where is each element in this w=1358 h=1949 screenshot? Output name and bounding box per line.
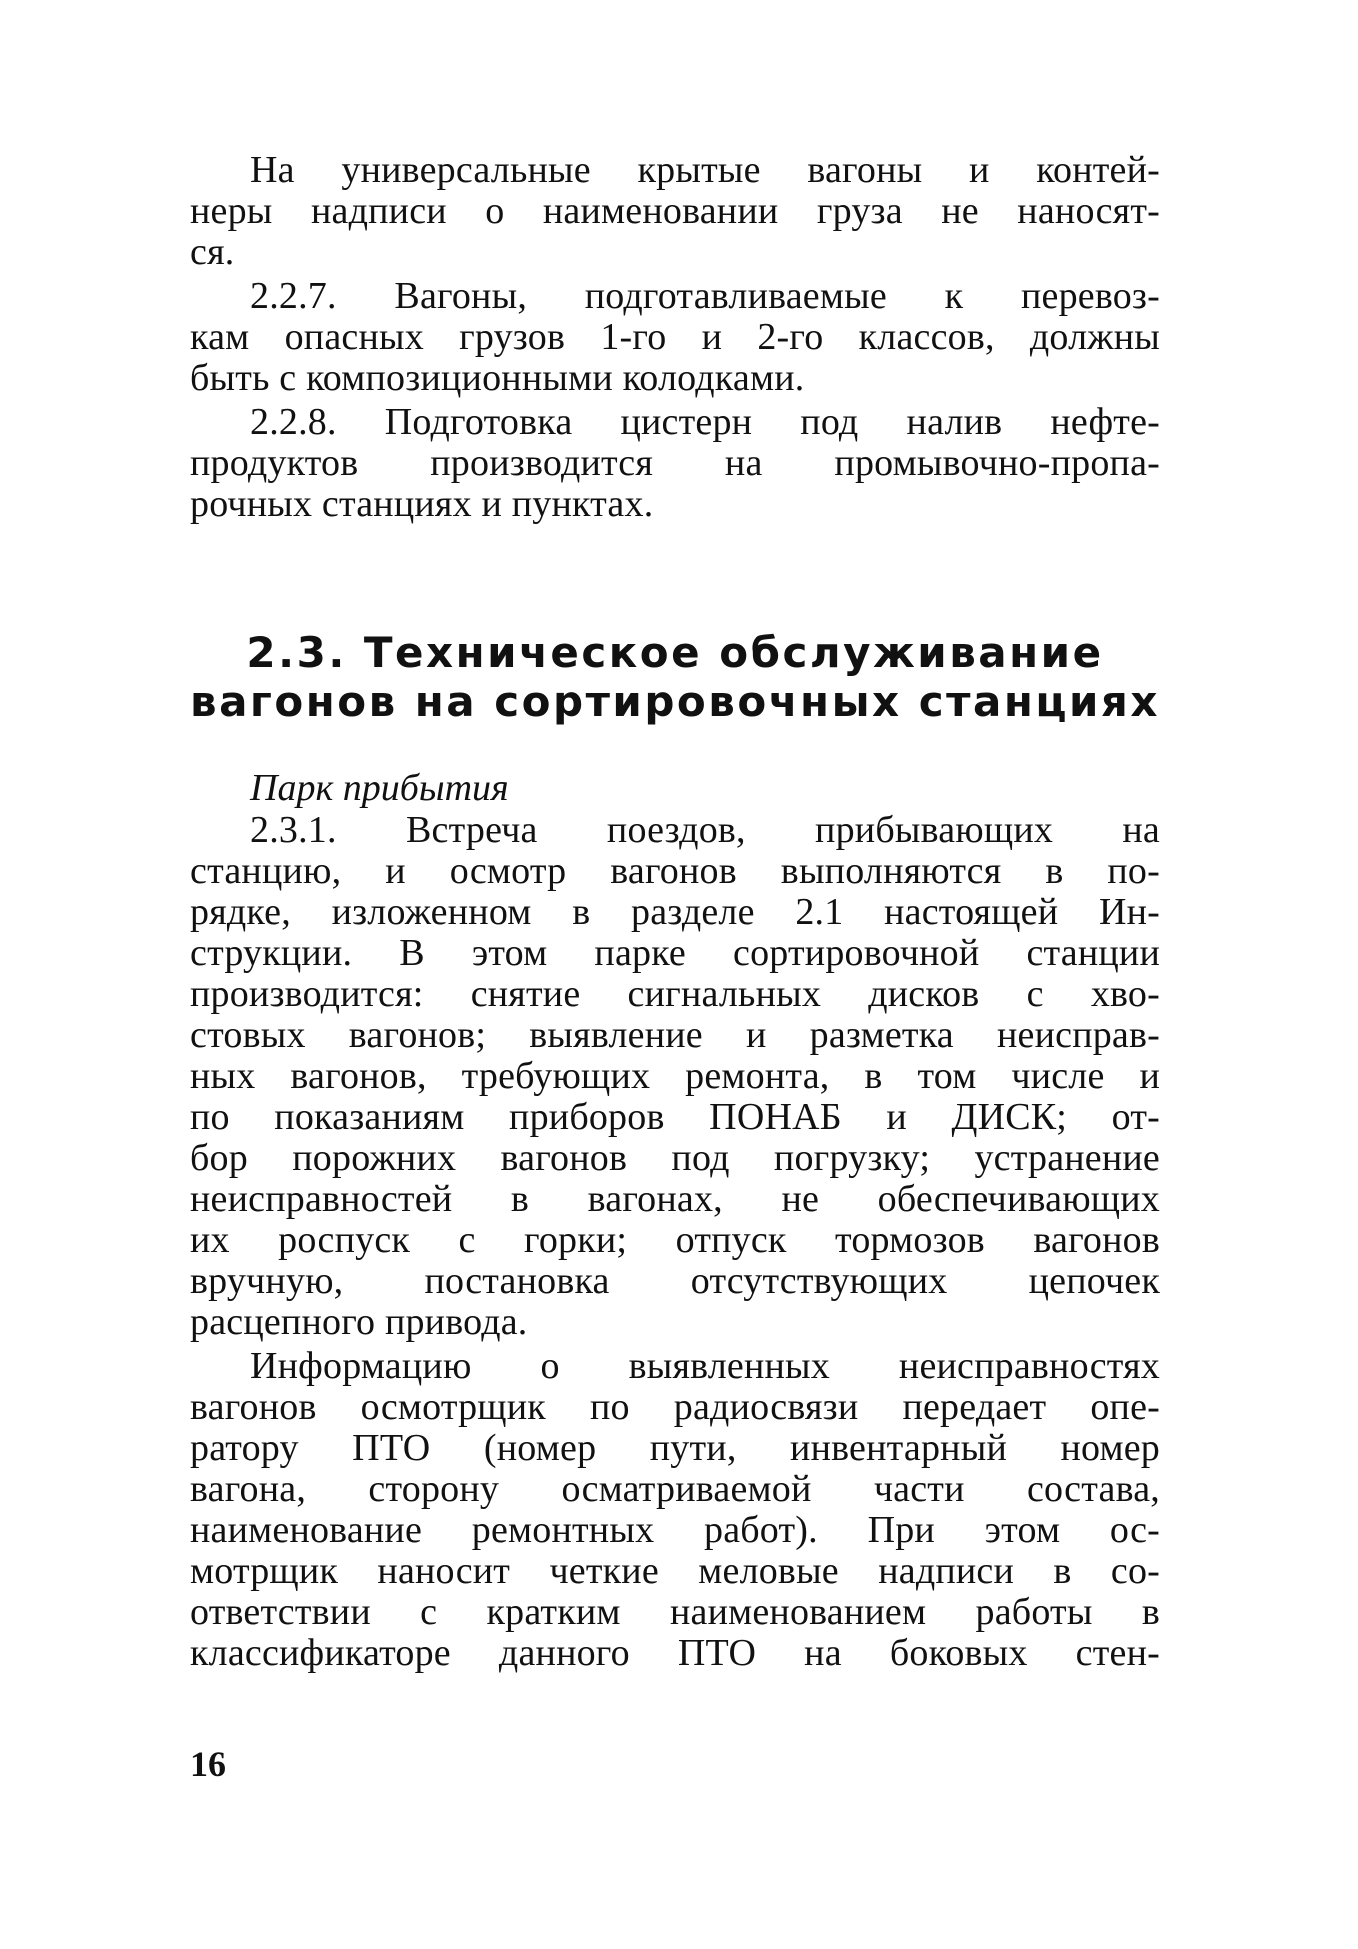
text-line: рочных станциях и пунктах.: [190, 483, 654, 525]
text-line: 2.3.1. Встреча поездов, прибывающих на: [250, 809, 1160, 851]
page-number: 16: [190, 1744, 226, 1784]
text-line: ных вагонов, требующих ремонта, в том числе и: [190, 1055, 1160, 1097]
text-line: классификаторе данного ПТО на боковых стен-: [190, 1632, 1160, 1674]
text-line: по показаниям приборов ПОНАБ и ДИСК; от-: [190, 1096, 1160, 1138]
text-line: ся.: [190, 231, 235, 273]
text-line: Информацию о выявленных неисправностях: [250, 1345, 1160, 1387]
text-line: продуктов производится на промывочно-пропа-: [190, 442, 1160, 484]
text-line: неисправностей в вагонах, не обеспечивающих: [190, 1178, 1160, 1220]
text-line: рядке, изложенном в разделе 2.1 настоящей Ин-: [190, 891, 1160, 933]
text-line: их роспуск с горки; отпуск тормозов вагонов: [190, 1219, 1160, 1261]
text-line: бор порожних вагонов под погрузку; устранение: [190, 1137, 1160, 1179]
text-line: стовых вагонов; выявление и разметка неисправ-: [190, 1014, 1160, 1056]
section-heading-line-1: 2.3. Техническое обслуживание: [246, 628, 1104, 677]
text-line: быть с композиционными колодками.: [190, 357, 805, 399]
text-line: вручную, постановка отсутствующих цепочек: [190, 1260, 1160, 1302]
text-line: кам опасных грузов 1-го и 2-го классов, должны: [190, 316, 1160, 358]
text-line: ответствии с кратким наименованием работы в: [190, 1591, 1160, 1633]
text-line: струкции. В этом парке сортировочной станции: [190, 932, 1160, 974]
text-line: наименование ремонтных работ). При этом ос-: [190, 1509, 1160, 1551]
text-line: станцию, и осмотр вагонов выполняются в по-: [190, 850, 1160, 892]
text-line: вагона, сторону осматриваемой части состава,: [190, 1468, 1160, 1510]
text-line: вагонов осмотрщик по радиосвязи передает опе-: [190, 1386, 1160, 1428]
text-line: расцепного привода.: [190, 1301, 528, 1343]
section-heading-line-2: вагонов на сортировочных станциях: [190, 677, 1160, 726]
text-line: ратору ПТО (номер пути, инвентарный номер: [190, 1427, 1160, 1469]
subheading: Парк прибытия: [250, 767, 509, 809]
text-line: мотрщик наносит четкие меловые надписи в со-: [190, 1550, 1160, 1592]
text-line: 2.2.8. Подготовка цистерн под налив нефте-: [250, 401, 1160, 443]
text-line: 2.2.7. Вагоны, подготавливаемые к перевоз-: [250, 275, 1160, 317]
text-line: На универсальные крытые вагоны и контей-: [250, 149, 1160, 191]
text-line: производится: снятие сигнальных дисков с хво-: [190, 973, 1160, 1015]
text-line: неры надписи о наименовании груза не наносят-: [190, 190, 1160, 232]
